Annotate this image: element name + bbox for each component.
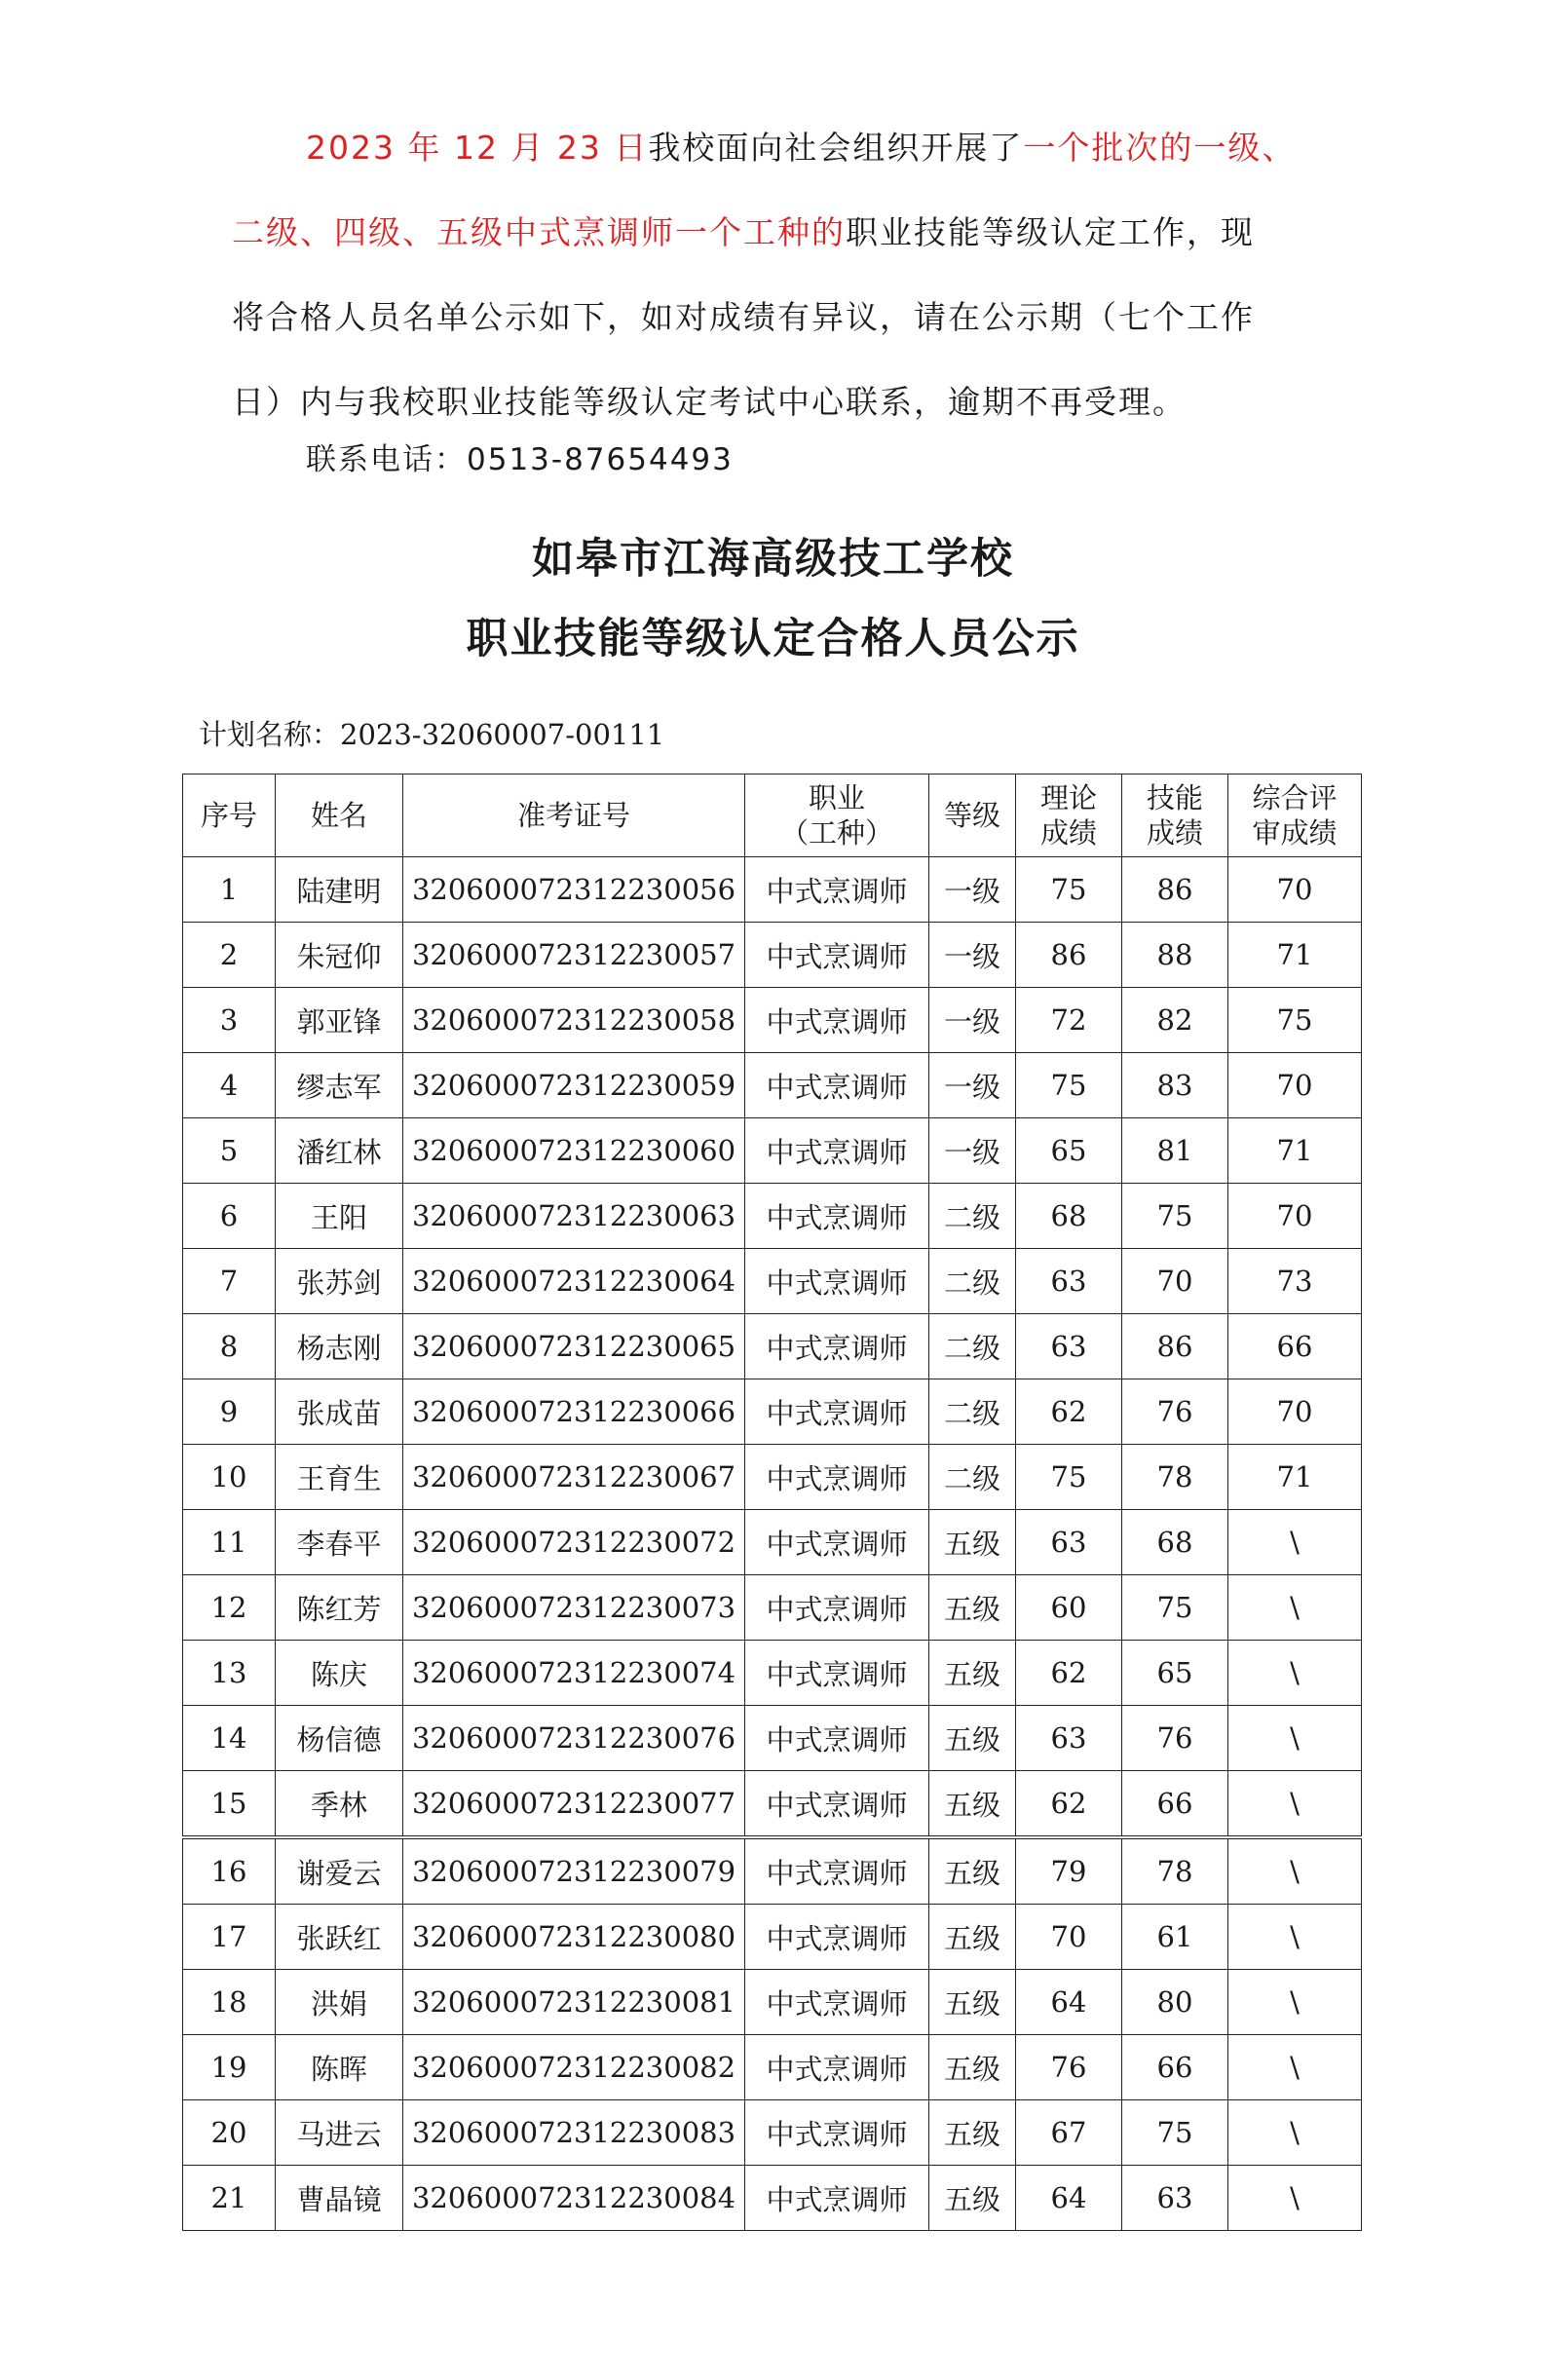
header-label: 职业 (808, 781, 865, 814)
col-level-cell: 二级 (929, 1314, 1016, 1379)
col-name-cell: 缪志军 (276, 1053, 403, 1118)
col-overall-score-cell: 66 (1228, 1314, 1362, 1379)
table-row (183, 1706, 1362, 1771)
table-row (183, 923, 1362, 988)
col-overall-score-cell: 73 (1228, 1249, 1362, 1314)
col-overall-score-cell: 71 (1228, 923, 1362, 988)
col-name-cell: 王育生 (276, 1445, 403, 1510)
col-theory-score-cell: 79 (1016, 1837, 1122, 1905)
col-overall-score-cell: \ (1228, 2035, 1362, 2100)
header-label: 等级 (943, 799, 1000, 832)
col-name-cell: 朱冠仰 (276, 923, 403, 988)
col-overall-score-cell: 70 (1228, 1379, 1362, 1445)
col-level-cell: 二级 (929, 1249, 1016, 1314)
col-theory-score-cell: 62 (1016, 1641, 1122, 1706)
col-exam-id-cell: 320600072312230059 (403, 1053, 745, 1118)
col-skill-score-cell: 81 (1122, 1118, 1228, 1184)
col-level-cell: 一级 (929, 857, 1016, 923)
notice-date: 2023 年 12 月 23 日 (306, 129, 649, 167)
col-skill-score-cell: 86 (1122, 1314, 1228, 1379)
col-name-cell: 曹晶镜 (276, 2166, 403, 2231)
header-col-theory-score (1016, 774, 1122, 857)
col-level-cell: 五级 (929, 1706, 1016, 1771)
header-label: 审成绩 (1252, 816, 1338, 850)
col-theory-score-cell: 63 (1016, 1510, 1122, 1575)
col-exam-id-cell: 320600072312230076 (403, 1706, 745, 1771)
col-theory-score-cell: 75 (1016, 857, 1122, 923)
col-theory-score-cell: 70 (1016, 1905, 1122, 1970)
table-row (183, 1510, 1362, 1575)
notice-text: 我校面向社会组织开展了 (648, 129, 1024, 167)
col-exam-id-cell: 320600072312230064 (403, 1249, 745, 1314)
col-skill-score-cell: 66 (1122, 1771, 1228, 1838)
table-body (183, 857, 1362, 2231)
header-label: （工种） (779, 816, 893, 850)
col-exam-id-cell: 320600072312230063 (403, 1184, 745, 1249)
col-overall-score-cell: \ (1228, 1837, 1362, 1905)
col-level-cell: 二级 (929, 1184, 1016, 1249)
col-occupation-cell: 中式烹调师 (745, 1118, 929, 1184)
col-overall-score-cell: \ (1228, 1905, 1362, 1970)
col-exam-id-cell: 320600072312230073 (403, 1575, 745, 1641)
table-row (183, 1905, 1362, 1970)
col-skill-score-cell: 76 (1122, 1379, 1228, 1445)
col-level-cell: 五级 (929, 1905, 1016, 1970)
table-row (183, 1641, 1362, 1706)
col-name-cell: 郭亚锋 (276, 988, 403, 1053)
table-row (183, 857, 1362, 923)
col-name-cell: 陈红芳 (276, 1575, 403, 1641)
col-exam-id-cell: 320600072312230067 (403, 1445, 745, 1510)
col-skill-score-cell: 83 (1122, 1053, 1228, 1118)
notice-line-2 (232, 190, 1318, 275)
notice-line-3: 将合格人员名单公示如下，如对成绩有异议，请在公示期（七个工作 (232, 298, 1255, 336)
col-level-cell: 五级 (929, 1837, 1016, 1905)
col-name-cell: 杨信德 (276, 1706, 403, 1771)
col-theory-score-cell: 62 (1016, 1379, 1122, 1445)
results-table (182, 774, 1362, 2231)
col-occupation-cell: 中式烹调师 (745, 1445, 929, 1510)
col-index-cell: 3 (183, 988, 276, 1053)
col-occupation-cell: 中式烹调师 (745, 1053, 929, 1118)
col-index-cell: 7 (183, 1249, 276, 1314)
col-name-cell: 张跃红 (276, 1905, 403, 1970)
col-skill-score-cell: 88 (1122, 923, 1228, 988)
table-row (183, 1379, 1362, 1445)
col-name-cell: 杨志刚 (276, 1314, 403, 1379)
col-overall-score-cell: \ (1228, 1510, 1362, 1575)
col-index-cell: 2 (183, 923, 276, 988)
table-row (183, 2100, 1362, 2166)
col-index-cell: 15 (183, 1771, 276, 1838)
col-occupation-cell: 中式烹调师 (745, 1184, 929, 1249)
col-theory-score-cell: 68 (1016, 1184, 1122, 1249)
col-exam-id-cell: 320600072312230074 (403, 1641, 745, 1706)
col-occupation-cell: 中式烹调师 (745, 1379, 929, 1445)
col-index-cell: 18 (183, 1970, 276, 2035)
col-level-cell: 一级 (929, 1053, 1016, 1118)
col-level-cell: 一级 (929, 923, 1016, 988)
col-index-cell: 8 (183, 1314, 276, 1379)
col-index-cell: 9 (183, 1379, 276, 1445)
col-index-cell: 13 (183, 1641, 276, 1706)
document-title: 职业技能等级认定合格人员公示 (466, 615, 1080, 663)
col-index-cell: 10 (183, 1445, 276, 1510)
col-exam-id-cell: 320600072312230066 (403, 1379, 745, 1445)
col-overall-score-cell: 71 (1228, 1118, 1362, 1184)
table-row (183, 988, 1362, 1053)
col-occupation-cell: 中式烹调师 (745, 857, 929, 923)
header-label: 综合评 (1252, 781, 1338, 814)
table-row (183, 1575, 1362, 1641)
col-exam-id-cell: 320600072312230084 (403, 2166, 745, 2231)
col-name-cell: 陈晖 (276, 2035, 403, 2100)
col-name-cell: 谢爱云 (276, 1837, 403, 1905)
col-overall-score-cell: 70 (1228, 1053, 1362, 1118)
col-occupation-cell: 中式烹调师 (745, 1837, 929, 1905)
col-exam-id-cell: 320600072312230077 (403, 1771, 745, 1838)
col-index-cell: 11 (183, 1510, 276, 1575)
col-index-cell: 21 (183, 2166, 276, 2231)
col-exam-id-cell: 320600072312230082 (403, 2035, 745, 2100)
col-name-cell: 王阳 (276, 1184, 403, 1249)
col-overall-score-cell: \ (1228, 1970, 1362, 2035)
col-theory-score-cell: 64 (1016, 2166, 1122, 2231)
school-title: 如皋市江海高级技工学校 (532, 535, 1014, 584)
col-skill-score-cell: 68 (1122, 1510, 1228, 1575)
col-name-cell: 陆建明 (276, 857, 403, 923)
col-name-cell: 陈庆 (276, 1641, 403, 1706)
col-occupation-cell: 中式烹调师 (745, 1771, 929, 1838)
col-index-cell: 17 (183, 1905, 276, 1970)
header-col-skill-score (1122, 774, 1228, 857)
col-occupation-cell: 中式烹调师 (745, 2035, 929, 2100)
header-label: 成绩 (1039, 816, 1097, 850)
header-col-name (276, 774, 403, 857)
header-col-level (929, 774, 1016, 857)
header-label: 技能 (1146, 781, 1203, 814)
notice-text: 职业技能等级认定工作，现 (846, 213, 1255, 251)
col-theory-score-cell: 65 (1016, 1118, 1122, 1184)
col-theory-score-cell: 75 (1016, 1053, 1122, 1118)
table-row (183, 1445, 1362, 1510)
col-occupation-cell: 中式烹调师 (745, 1510, 929, 1575)
col-occupation-cell: 中式烹调师 (745, 1314, 929, 1379)
col-exam-id-cell: 320600072312230057 (403, 923, 745, 988)
table-header (183, 774, 1362, 857)
col-occupation-cell: 中式烹调师 (745, 1575, 929, 1641)
col-skill-score-cell: 61 (1122, 1905, 1228, 1970)
col-theory-score-cell: 63 (1016, 1706, 1122, 1771)
col-name-cell: 李春平 (276, 1510, 403, 1575)
col-level-cell: 五级 (929, 1575, 1016, 1641)
notice-line-4: 日）内与我校职业技能等级认定考试中心联系，逾期不再受理。 (232, 383, 1187, 421)
col-level-cell: 一级 (929, 988, 1016, 1053)
col-exam-id-cell: 320600072312230072 (403, 1510, 745, 1575)
header-label: 成绩 (1146, 816, 1203, 850)
col-skill-score-cell: 70 (1122, 1249, 1228, 1314)
col-occupation-cell: 中式烹调师 (745, 1249, 929, 1314)
col-exam-id-cell: 320600072312230080 (403, 1905, 745, 1970)
header-col-exam-id (403, 774, 745, 857)
col-occupation-cell: 中式烹调师 (745, 1970, 929, 2035)
header-label: 准考证号 (516, 799, 630, 832)
col-skill-score-cell: 65 (1122, 1641, 1228, 1706)
table-row (183, 1314, 1362, 1379)
col-theory-score-cell: 63 (1016, 1314, 1122, 1379)
col-name-cell: 洪娟 (276, 1970, 403, 2035)
col-theory-score-cell: 62 (1016, 1771, 1122, 1838)
col-level-cell: 五级 (929, 2100, 1016, 2166)
table-row (183, 1970, 1362, 2035)
col-level-cell: 二级 (929, 1445, 1016, 1510)
col-overall-score-cell: 75 (1228, 988, 1362, 1053)
table-row (183, 1249, 1362, 1314)
col-occupation-cell: 中式烹调师 (745, 1905, 929, 1970)
col-name-cell: 张苏剑 (276, 1249, 403, 1314)
table-row (183, 1053, 1362, 1118)
col-index-cell: 4 (183, 1053, 276, 1118)
col-theory-score-cell: 67 (1016, 2100, 1122, 2166)
col-exam-id-cell: 320600072312230081 (403, 1970, 745, 2035)
col-name-cell: 马进云 (276, 2100, 403, 2166)
col-index-cell: 12 (183, 1575, 276, 1641)
col-overall-score-cell: 71 (1228, 1445, 1362, 1510)
col-skill-score-cell: 76 (1122, 1706, 1228, 1771)
header-label: 姓名 (310, 799, 367, 832)
col-level-cell: 五级 (929, 2035, 1016, 2100)
table-row (183, 2035, 1362, 2100)
header-col-index (183, 774, 276, 857)
col-skill-score-cell: 82 (1122, 988, 1228, 1053)
col-skill-score-cell: 78 (1122, 1837, 1228, 1905)
col-theory-score-cell: 75 (1016, 1445, 1122, 1510)
table-row (183, 1771, 1362, 1838)
col-theory-score-cell: 72 (1016, 988, 1122, 1053)
col-skill-score-cell: 66 (1122, 2035, 1228, 2100)
col-index-cell: 19 (183, 2035, 276, 2100)
col-overall-score-cell: \ (1228, 1575, 1362, 1641)
table-row (183, 1118, 1362, 1184)
header-col-overall-score (1228, 774, 1362, 857)
col-skill-score-cell: 63 (1122, 2166, 1228, 2231)
col-name-cell: 张成苗 (276, 1379, 403, 1445)
header-col-occupation (745, 774, 929, 857)
col-level-cell: 五级 (929, 2166, 1016, 2231)
col-theory-score-cell: 76 (1016, 2035, 1122, 2100)
col-level-cell: 五级 (929, 1771, 1016, 1838)
notice-levels: 二级、四级、五级中式烹调师一个工种的 (232, 213, 846, 251)
col-index-cell: 14 (183, 1706, 276, 1771)
col-occupation-cell: 中式烹调师 (745, 2166, 929, 2231)
col-index-cell: 16 (183, 1837, 276, 1905)
col-exam-id-cell: 320600072312230083 (403, 2100, 745, 2166)
col-overall-score-cell: \ (1228, 2100, 1362, 2166)
contact-phone: 联系电话：0513-87654493 (306, 442, 734, 477)
notice-line-1 (232, 105, 1318, 190)
col-overall-score-cell: \ (1228, 2166, 1362, 2231)
col-skill-score-cell: 78 (1122, 1445, 1228, 1510)
col-level-cell: 一级 (929, 1118, 1016, 1184)
table-row (183, 2166, 1362, 2231)
notice-paragraph (232, 105, 1318, 444)
col-name-cell: 潘红林 (276, 1118, 403, 1184)
col-overall-score-cell: \ (1228, 1641, 1362, 1706)
col-level-cell: 五级 (929, 1970, 1016, 2035)
col-exam-id-cell: 320600072312230056 (403, 857, 745, 923)
col-occupation-cell: 中式烹调师 (745, 1641, 929, 1706)
header-label: 理论 (1039, 781, 1097, 814)
col-overall-score-cell: \ (1228, 1706, 1362, 1771)
col-level-cell: 五级 (929, 1641, 1016, 1706)
col-skill-score-cell: 75 (1122, 2100, 1228, 2166)
col-exam-id-cell: 320600072312230079 (403, 1837, 745, 1905)
col-exam-id-cell: 320600072312230058 (403, 988, 745, 1053)
table-row (183, 1837, 1362, 1905)
col-occupation-cell: 中式烹调师 (745, 1706, 929, 1771)
plan-name: 计划名称：2023-32060007-00111 (199, 718, 665, 751)
col-occupation-cell: 中式烹调师 (745, 2100, 929, 2166)
col-level-cell: 五级 (929, 1510, 1016, 1575)
col-level-cell: 二级 (929, 1379, 1016, 1445)
col-skill-score-cell: 75 (1122, 1184, 1228, 1249)
col-occupation-cell: 中式烹调师 (745, 923, 929, 988)
table-row (183, 1184, 1362, 1249)
col-theory-score-cell: 86 (1016, 923, 1122, 988)
col-skill-score-cell: 80 (1122, 1970, 1228, 2035)
col-theory-score-cell: 63 (1016, 1249, 1122, 1314)
col-exam-id-cell: 320600072312230060 (403, 1118, 745, 1184)
col-index-cell: 6 (183, 1184, 276, 1249)
col-exam-id-cell: 320600072312230065 (403, 1314, 745, 1379)
col-name-cell: 季林 (276, 1771, 403, 1838)
header-row (183, 774, 1362, 857)
col-skill-score-cell: 86 (1122, 857, 1228, 923)
col-overall-score-cell: \ (1228, 1771, 1362, 1838)
col-index-cell: 1 (183, 857, 276, 923)
col-theory-score-cell: 64 (1016, 1970, 1122, 2035)
col-theory-score-cell: 60 (1016, 1575, 1122, 1641)
col-skill-score-cell: 75 (1122, 1575, 1228, 1641)
header-label: 序号 (200, 799, 257, 832)
col-occupation-cell: 中式烹调师 (745, 988, 929, 1053)
col-overall-score-cell: 70 (1228, 1184, 1362, 1249)
col-index-cell: 5 (183, 1118, 276, 1184)
col-overall-score-cell: 70 (1228, 857, 1362, 923)
col-index-cell: 20 (183, 2100, 276, 2166)
notice-batch: 一个批次的一级、 (1023, 129, 1297, 167)
